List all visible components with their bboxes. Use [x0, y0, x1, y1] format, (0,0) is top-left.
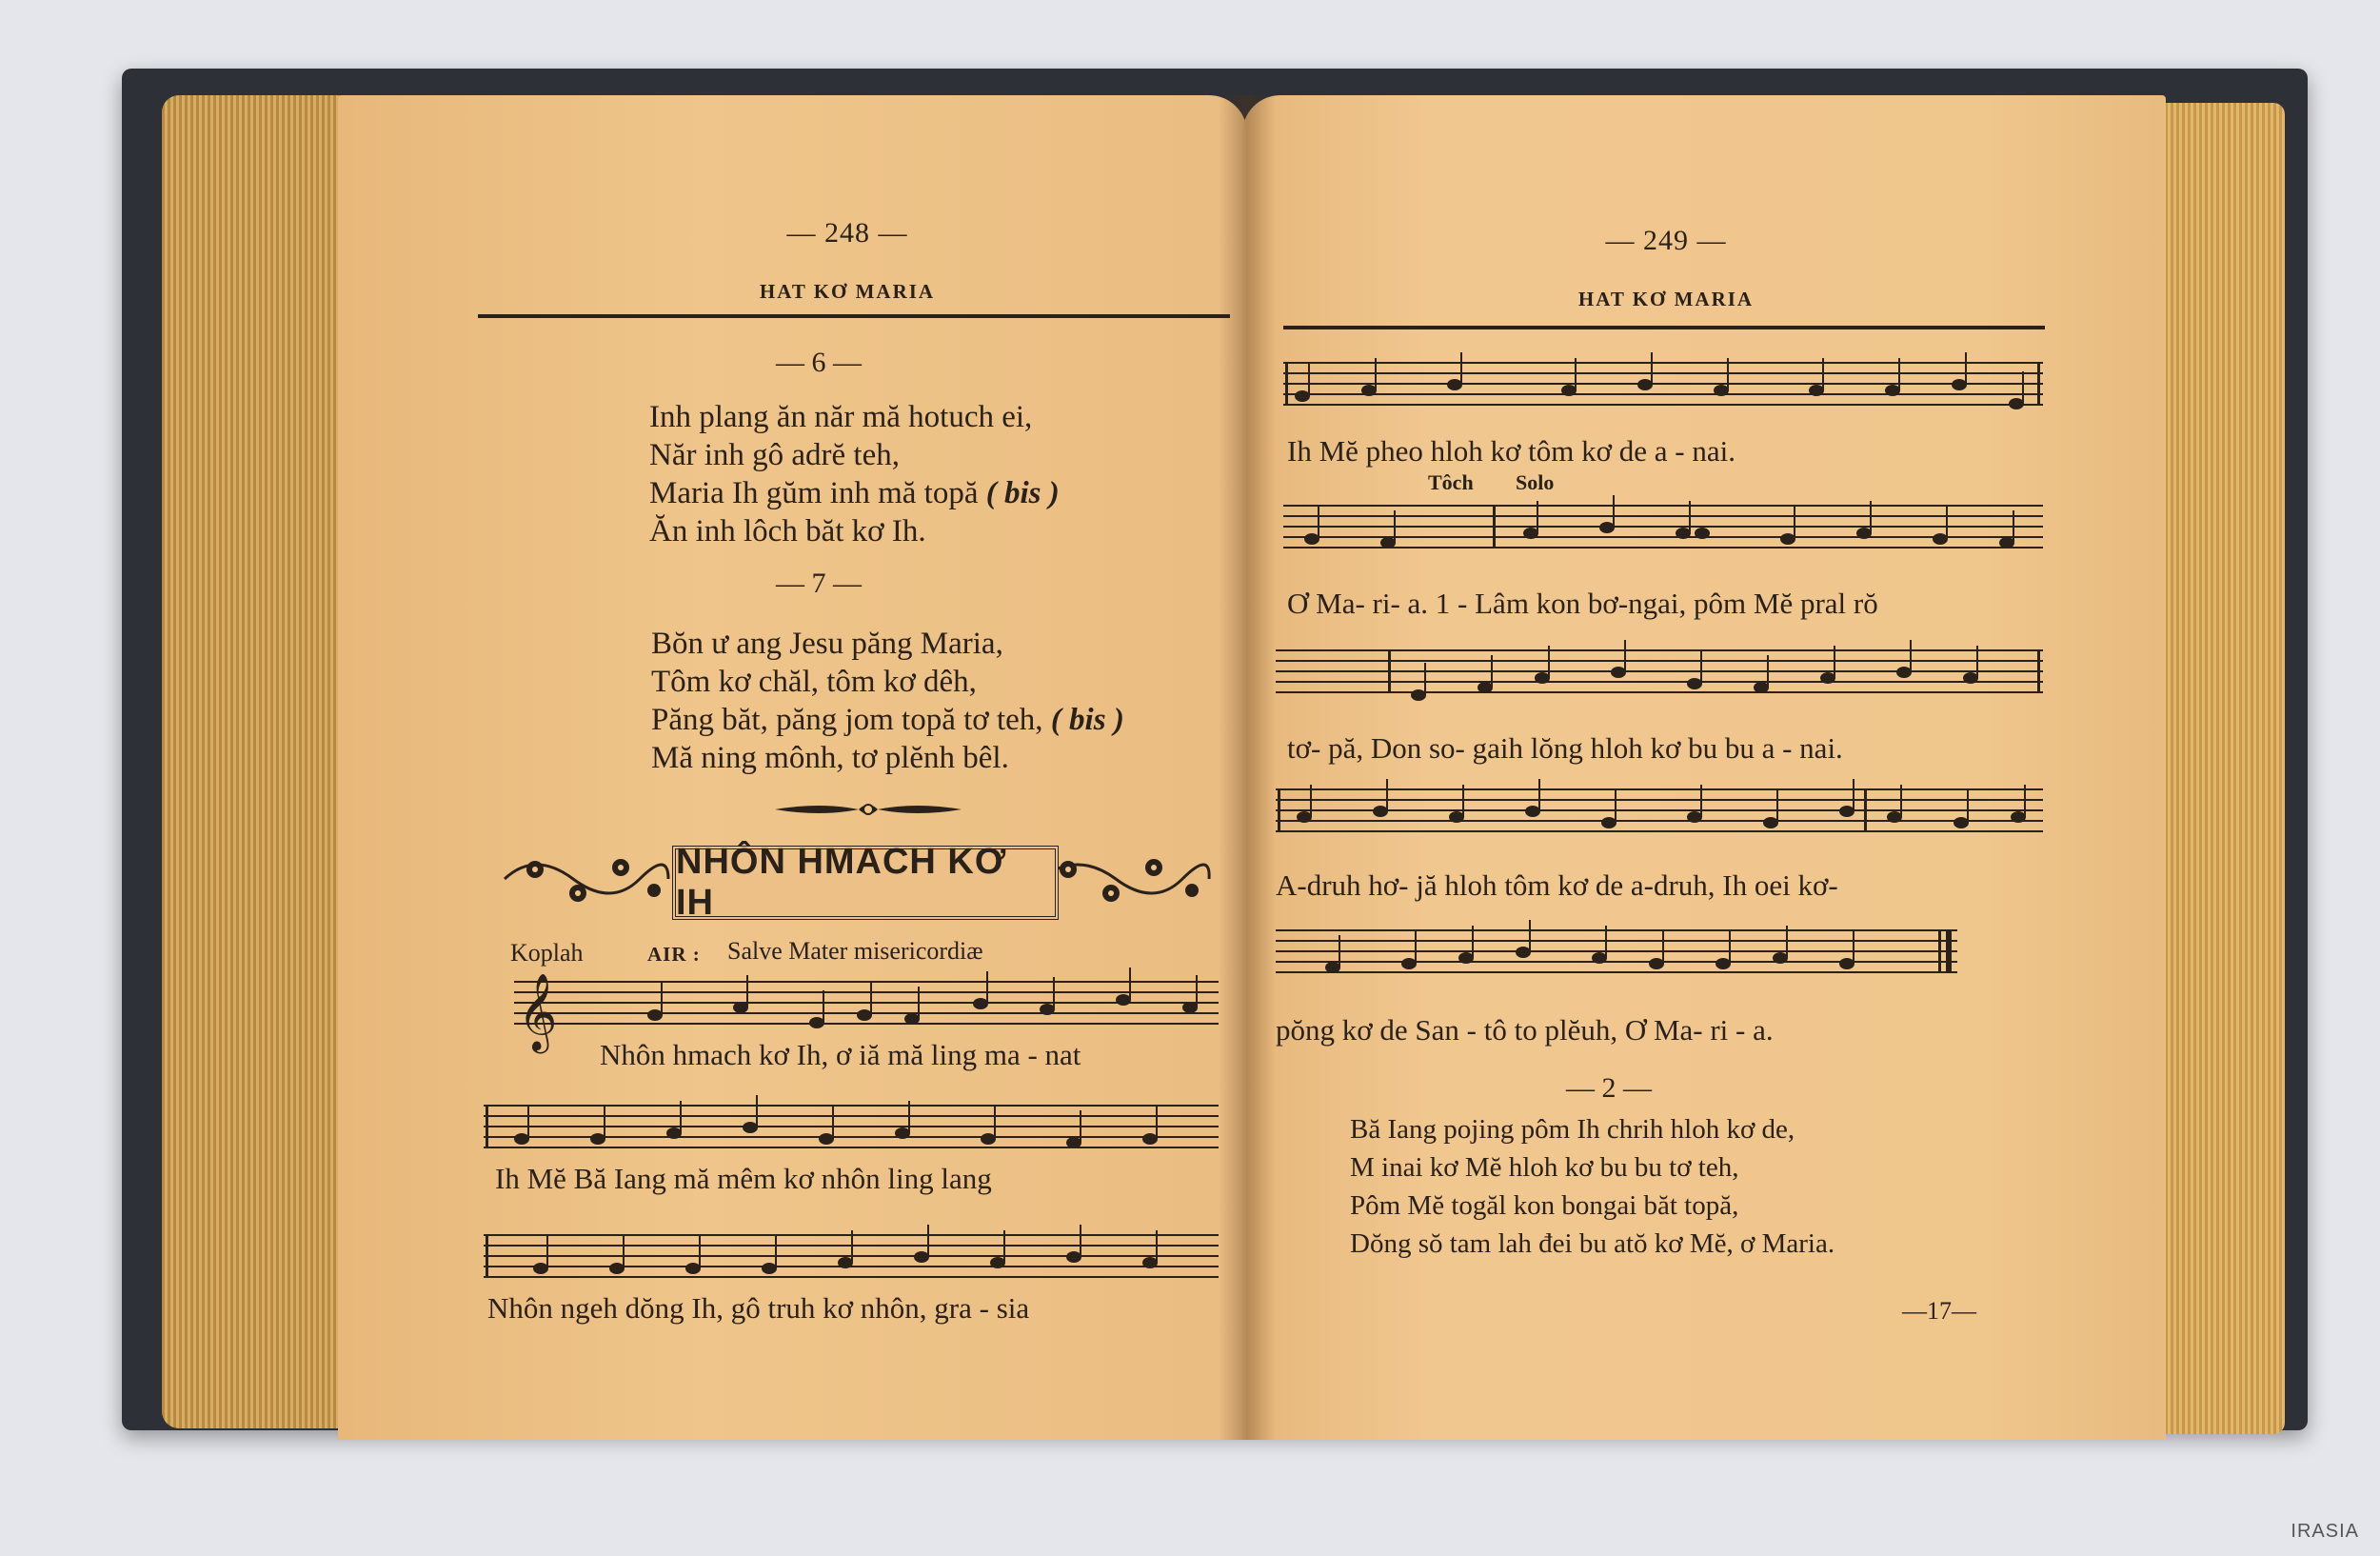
- notes-right-2: [1283, 484, 2043, 569]
- verse-2: [1350, 1110, 2035, 1263]
- left-running-head: HAT KƠ MARIA: [759, 280, 936, 303]
- verse-6-line-3: Maria Ih gŭm inh mă topă ( bis ): [649, 476, 1060, 510]
- notes-left-1: [514, 960, 1219, 1049]
- verse-7-line-3: Păng băt, păng jom topă tơ teh, ( bis ): [651, 703, 1124, 737]
- right-header-rule: [1283, 326, 2045, 329]
- notes-left-3: [484, 1213, 1219, 1299]
- solo-mark: Solo: [1516, 470, 1555, 494]
- bis-mark: ( bis ): [985, 476, 1060, 510]
- lyric-right-5: pŏng kơ de San - tô to plĕuh, Ơ Ma- ri - a.: [1276, 1013, 1774, 1047]
- koplah-label: Koplah: [510, 939, 584, 967]
- notes-right-4: [1276, 768, 2043, 853]
- treble-clef-icon: 𝄞: [518, 976, 558, 1049]
- air-label: AIR :: [647, 943, 701, 966]
- verse-6-line-4: Ăn inh lôch băt kơ Ih.: [649, 514, 926, 549]
- air-name: Salve Mater misericordiæ: [727, 937, 983, 965]
- verse-7-line-1: Bŏn ư ang Jesu păng Maria,: [651, 627, 1003, 661]
- ornament-divider: [773, 796, 963, 823]
- verse-2-line-3: Pôm Mĕ togăl kon bongai băt topă,: [1350, 1190, 1739, 1221]
- left-page-edges: [162, 95, 343, 1428]
- verse-7-line-2: Tôm kơ chăl, tôm kơ dêh,: [651, 665, 977, 699]
- staff-left-2: [484, 1105, 1219, 1150]
- toch-mark: Tôch: [1428, 470, 1474, 494]
- verse-6: [649, 398, 1220, 550]
- notes-right-5: [1276, 908, 1957, 994]
- verse-2-line-1: Bă Iang pojing pôm Ih chrih hloh kơ de,: [1350, 1114, 1795, 1145]
- signature-mark: —17—: [1902, 1297, 1976, 1325]
- right-running-head: HAT KƠ MARIA: [1577, 288, 1755, 310]
- lyric-left-1: Nhôn hmach kơ Ih, ơ iă mă ling ma - nat: [600, 1038, 1081, 1071]
- verse-2-line-4: Dŏng sŏ tam lah đei bu atŏ kơ Mĕ, ơ Maria.: [1350, 1228, 1835, 1259]
- staff-left-1: [514, 976, 1219, 1049]
- lyric-right-3: tơ- pă, Don so- gaih lŏng hloh kơ bu bu a - nai.: [1287, 731, 1843, 765]
- lyric-right-4: A-druh hơ- jă hloh tôm kơ de a-druh, Ih oei kơ-: [1276, 868, 1838, 902]
- hymn-title: NHÔN HMACH KƠ IH: [672, 846, 1059, 920]
- staff-right-4: [1276, 788, 2043, 834]
- staff-right-5: [1276, 929, 1957, 975]
- watermark: IRASIA: [2291, 1521, 2359, 1542]
- notes-right-3: [1276, 628, 2043, 714]
- bis-mark: ( bis ): [1050, 703, 1124, 737]
- staff-right-3: [1276, 649, 2043, 695]
- left-page-number: — 248 —: [786, 217, 908, 249]
- verse-6-line-2: Năr inh gô adrĕ teh,: [649, 438, 900, 472]
- verse-7-line-4: Mă ning mônh, tơ plĕnh bêl.: [651, 741, 1009, 775]
- notes-right-1: [1283, 341, 2043, 427]
- verse-2-line-2: M inai kơ Mĕ hloh kơ bu bu tơ teh,: [1350, 1152, 1739, 1183]
- lyric-right-2: Ơ Ma- ri- a. 1 - Lâm kon bơ-ngai, pôm Mĕ pral rŏ: [1287, 587, 1878, 620]
- verse-7-number: — 7 —: [776, 568, 862, 599]
- right-page-number: — 249 —: [1605, 225, 1727, 256]
- staff-left-3: [484, 1234, 1219, 1280]
- left-header-rule: [478, 314, 1230, 318]
- lyric-left-3: Nhôn ngeh dŏng Ih, gô truh kơ nhôn, gra - sia: [487, 1291, 1030, 1325]
- lyric-right-1: Ih Mĕ pheo hloh kơ tôm kơ de a - nai.: [1287, 434, 1735, 468]
- verse-6-line-1: Inh plang ăn năr mă hotuch ei,: [649, 400, 1033, 434]
- lyric-left-2: Ih Mĕ Bă Iang mă mêm kơ nhôn ling lang: [495, 1162, 992, 1195]
- notes-left-2: [484, 1084, 1219, 1169]
- verse-7: [651, 625, 1241, 777]
- staff-right-2: [1283, 505, 2043, 550]
- verse-6-number: — 6 —: [776, 347, 862, 378]
- staff-right-1: [1283, 362, 2043, 408]
- verse-2-number: — 2 —: [1566, 1072, 1652, 1104]
